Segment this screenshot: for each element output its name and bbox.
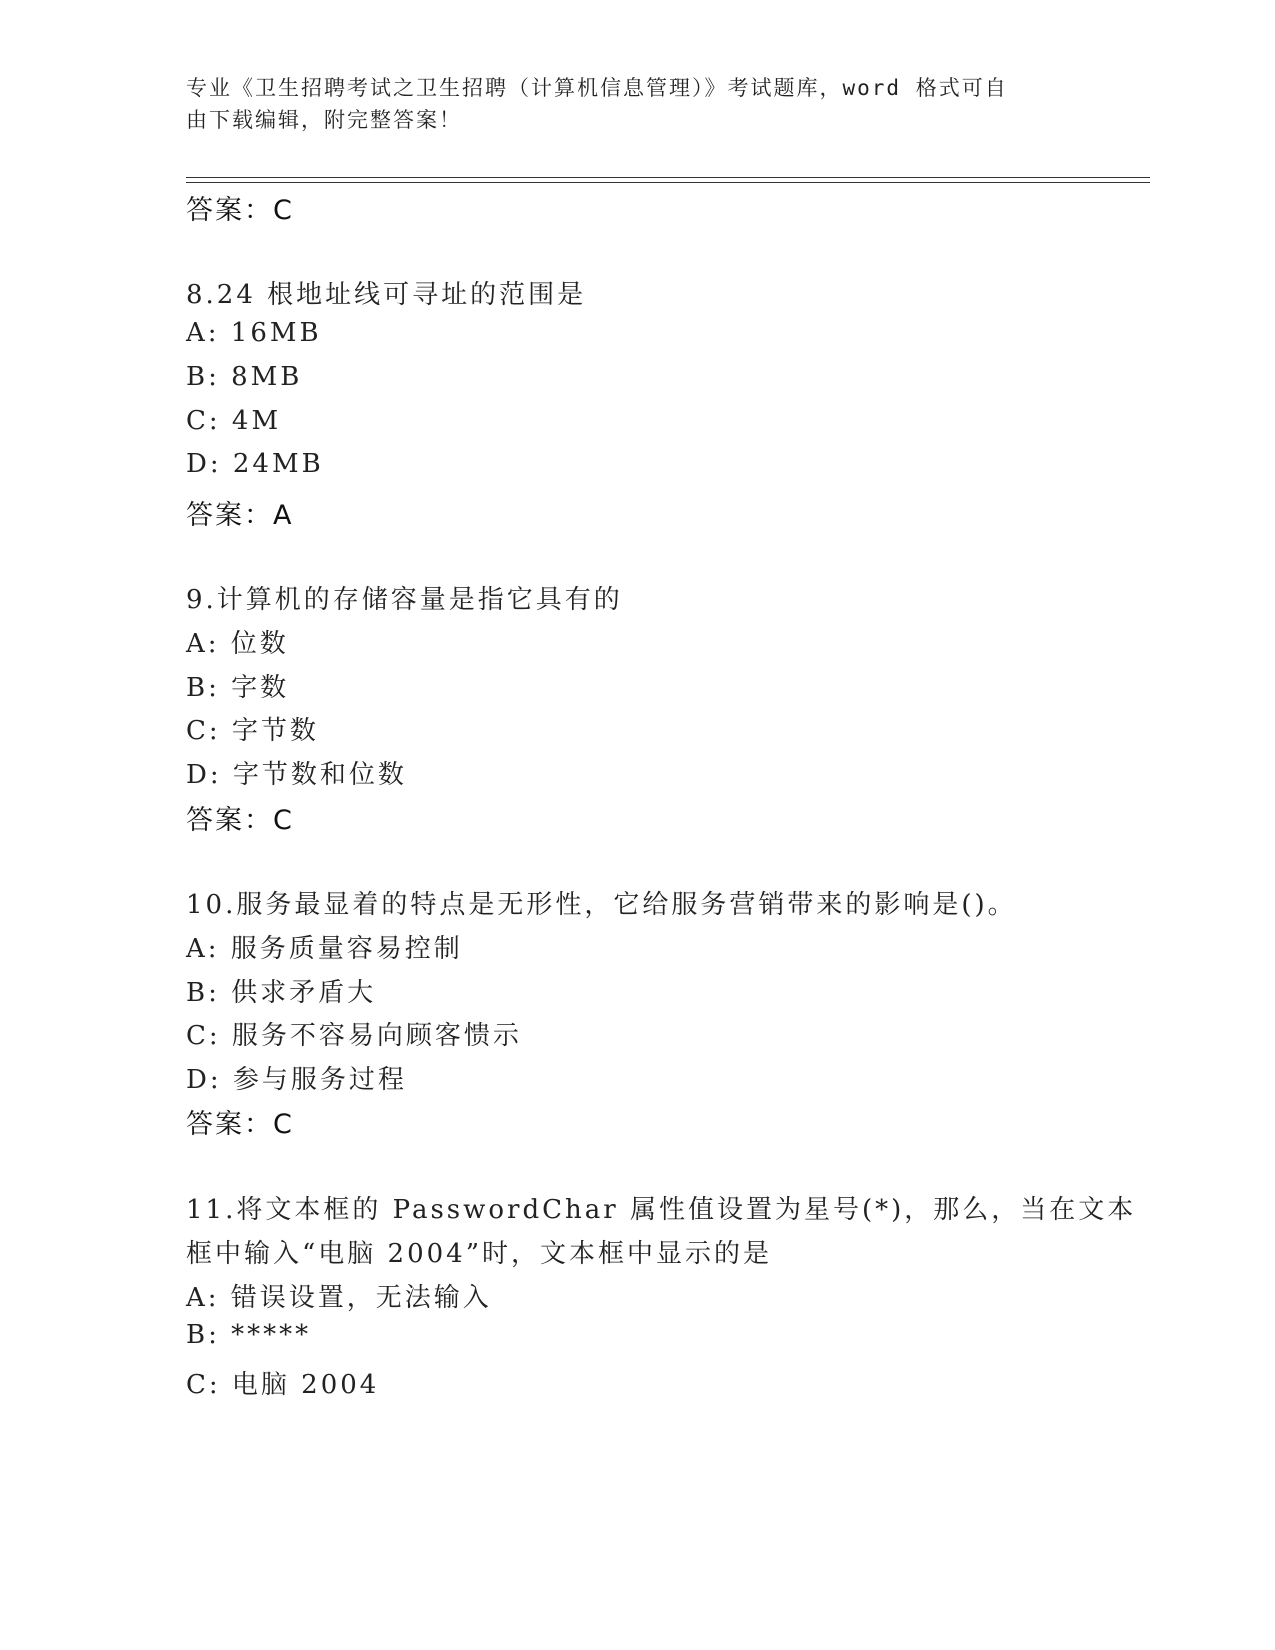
option-c: C: 电脑 2004 [186,1370,380,1400]
question-stem: 9.计算机的存储容量是指它具有的 [186,585,623,615]
header-rule-bottom [186,182,1150,183]
option-d: D: 参与服务过程 [186,1065,407,1095]
header-line-1: 专业《卫生招聘考试之卫生招聘（计算机信息管理）》考试题库，word 格式可自 [186,76,1008,100]
answer-line: 答案：C [186,805,294,836]
question-stem-continued: 框中输入“电脑 2004”时，文本框中显示的是 [186,1239,773,1269]
option-d: D: 24MB [186,449,324,479]
answer-line: 答案：A [186,500,294,531]
question-stem: 10.服务最显着的特点是无形性，它给服务营销带来的影响是()。 [186,890,1017,920]
option-a: A: 服务质量容易控制 [186,934,463,964]
option-b: B: 供求矛盾大 [186,978,377,1008]
document-header [186,72,1066,136]
question-stem: 11.将文本框的 PasswordChar 属性值设置为星号(*)，那么，当在文本 [186,1195,1137,1225]
option-b: B: ***** [186,1320,312,1350]
header-line-2: 由下载编辑，附完整答案！ [186,108,462,132]
option-c: C: 服务不容易向顾客愦示 [186,1021,522,1051]
option-a: A: 错误设置，无法输入 [186,1283,492,1313]
option-d: D: 字节数和位数 [186,760,407,790]
option-c: C: 字节数 [186,716,319,746]
answer-line: 答案：C [186,195,294,226]
option-a: A: 16MB [186,318,322,348]
option-a: A: 位数 [186,629,289,659]
question-stem: 8.24 根地址线可寻址的范围是 [186,280,587,310]
answer-line: 答案：C [186,1109,294,1140]
option-b: B: 字数 [186,673,290,703]
header-rule-top [186,177,1150,178]
option-c: C: 4M [186,406,282,436]
option-b: B: 8MB [186,362,303,392]
